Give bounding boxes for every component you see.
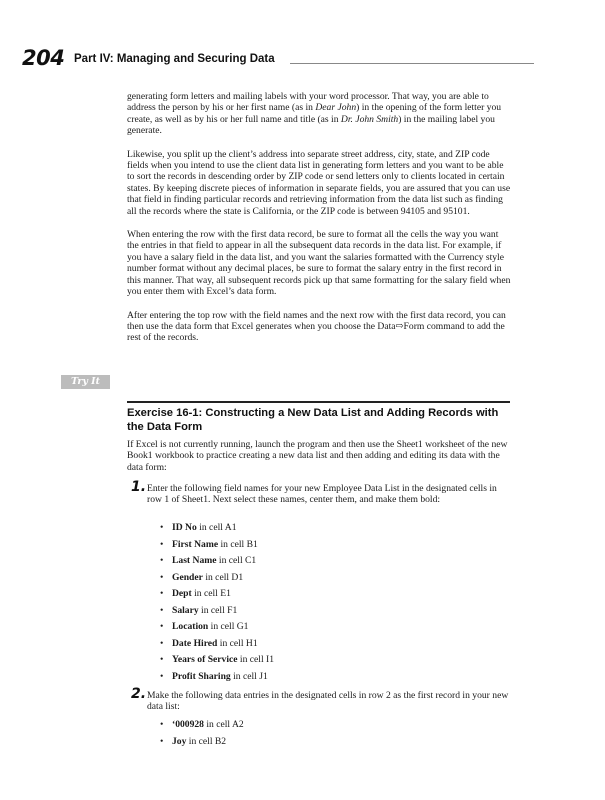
list-item: • ID No in cell A1: [160, 522, 237, 533]
p1-emphasis-1: Dear John: [315, 102, 357, 114]
exercise-rule: [127, 401, 510, 403]
list-item: • Profit Sharing in cell J1: [160, 670, 268, 682]
paragraph-1: [127, 91, 512, 137]
p1-text-end: ) in the mailing label you generate.: [127, 113, 495, 137]
step-2-field-list: [160, 719, 244, 752]
body-text: [127, 91, 512, 344]
header-rule: [290, 63, 534, 64]
step-1: [127, 479, 512, 506]
try-it-badge: Try It: [61, 375, 110, 389]
paragraph-3: When entering the row with the first data record, be sure to format all the cells the way you want the entries in that field to appear in all the subsequent data records in the data list. For example, if you have a salary field in the data list, and you want the salaries formatted with the Currency style number format without any decimal places, be sure to format the salary entry in the first record in this manner. That way, all subsequent records pick up that same formatting for the salary field when you enter them with Excel’s data form.: [127, 229, 511, 298]
list-item: • Date Hired in cell H1: [160, 637, 258, 649]
list-item: • Joy in cell B2: [160, 735, 227, 747]
page-number: 204: [22, 46, 65, 70]
list-item: • Last Name in cell C1: [160, 555, 257, 566]
step-text: Make the following data entries in the designated cells in row 2 as the first record in your new data list:: [147, 690, 509, 713]
page-header: [22, 48, 534, 70]
list-item: • Dept in cell E1: [160, 588, 231, 599]
list-item: • Gender in cell D1: [160, 571, 244, 583]
part-title: Part IV: Managing and Securing Data: [74, 53, 275, 65]
p1-text: generating form letters and mailing labels with your word processor. That way, you are able to address the person by his or her first name (as in: [127, 91, 489, 114]
step-text: Enter the following field names for your new Employee Data List in the designated cells in row 1 of Sheet1. Next select these names, center them, and make them bold:: [147, 483, 497, 506]
p1-emphasis-2: Dr. John Smith: [340, 113, 399, 125]
list-item: • ‘000928 in cell A2: [160, 719, 244, 730]
paragraph-2: Likewise, you split up the client’s address into separate street address, city, state, and ZIP code fields when you intend to use the client data list in generating form letters and you want to be able to sort the records in descending order by ZIP code or send letters only to clients located in certain states. By keeping discrete pieces of information in separate fields, you are assured that you can use that field in finding particular records and retrieving information from the data list such as finding all the records where the state is California, or the ZIP code is between 94105 and 95101.: [127, 148, 511, 217]
exercise-intro: If Excel is not currently running, launch the program and then use the Sheet1 worksheet of the new Book1 workbook to practice creating a new data list and then adding and editing its data with the data form:: [127, 439, 508, 473]
list-item: • Salary in cell F1: [160, 604, 238, 616]
step-2: [127, 686, 512, 713]
step-1-field-list: [160, 522, 274, 687]
paragraph-4: After entering the top row with the field names and the next row with the first data record, you can then use the data form that Excel generates when you choose the Data⇨Form command to add the rest of the records.: [127, 309, 506, 344]
list-item: • Years of Service in cell I1: [160, 654, 275, 665]
list-item: • Location in cell G1: [160, 621, 249, 632]
step-number: 2.: [131, 686, 147, 702]
step-number: 1.: [131, 479, 147, 495]
exercise-title: Exercise 16-1: Constructing a New Data List and Adding Records with the Data Form: [127, 407, 499, 433]
list-item: • First Name in cell B1: [160, 538, 258, 550]
p1-text-mid: ) in the opening of the form letter you create, as well as by his or her full name and title (as in: [127, 102, 502, 125]
